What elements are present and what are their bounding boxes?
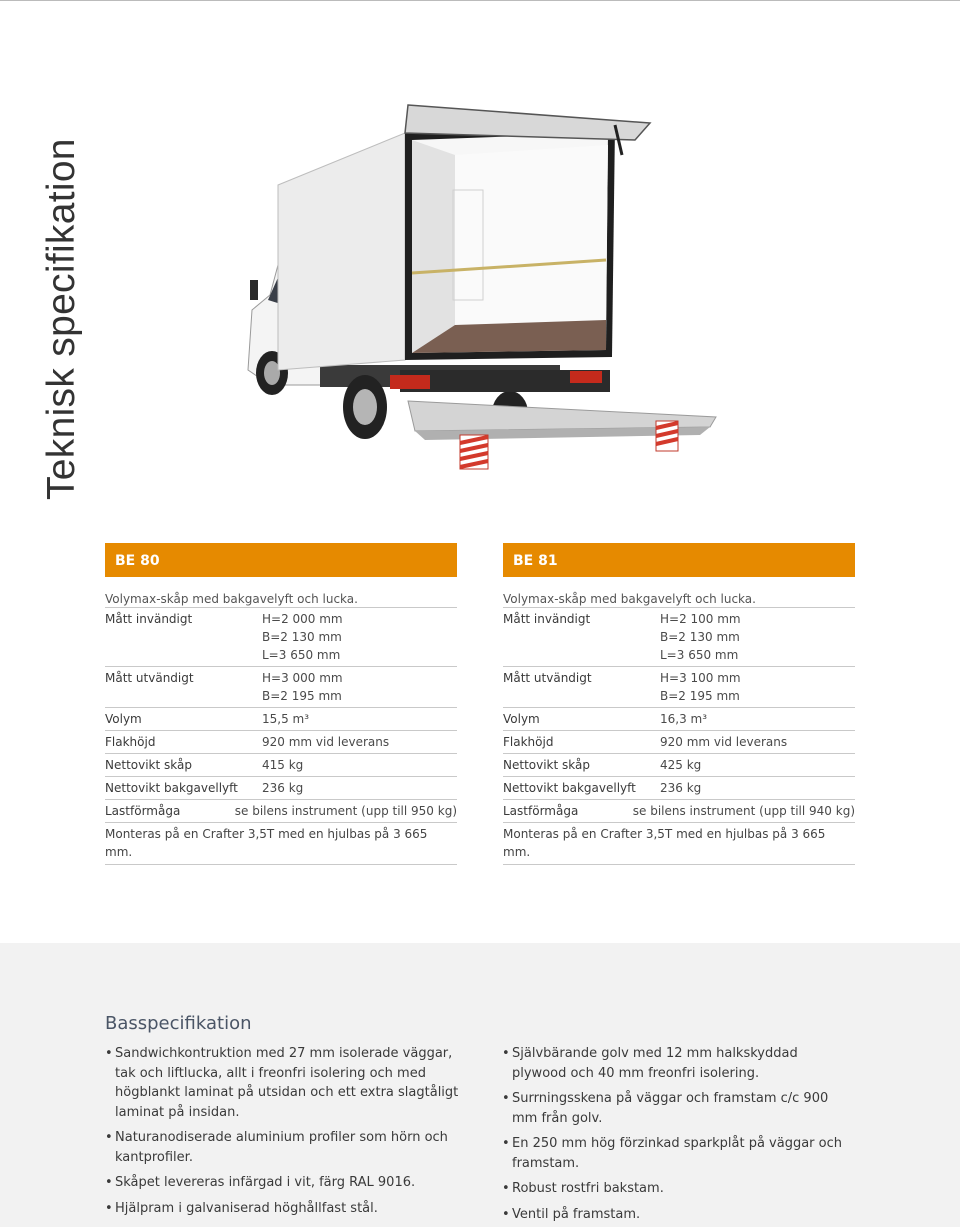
basspec-left-list [105, 1044, 460, 1224]
list-item: • Ventil på framstam. [502, 1205, 847, 1225]
list-item: • Sandwichkontruktion med 27 mm isolerade väggar, tak och liftlucka, allt i freonfri isolering och med högblankt laminat på utsidan och ett extra slagtåligt laminat på insidan. [105, 1044, 460, 1122]
spec-label: Mått invändigt [105, 612, 193, 626]
spec-row [105, 707, 457, 730]
spec-value: H=2 000 mm B=2 130 mm L=3 650 mm [262, 612, 343, 662]
spec-row [105, 666, 457, 707]
spec-be81 [503, 543, 855, 865]
spec-row [105, 730, 457, 753]
spec-value: 920 mm vid leverans [660, 735, 788, 749]
spec-value: 16,3 m³ [660, 712, 708, 726]
spec-label: Nettovikt bakgavellyft [503, 781, 636, 795]
spec-row [503, 799, 855, 822]
spec-label: Volym [503, 712, 540, 726]
page-title: Teknisk specifikation [40, 138, 83, 500]
list-item: • Naturanodiserade aluminium profiler som hörn och kantprofiler. [105, 1128, 460, 1167]
model-header: BE 81 [503, 543, 855, 577]
basspec-right-list [502, 1044, 847, 1230]
spec-label: Nettovikt skåp [503, 758, 590, 772]
spec-value: 236 kg [660, 781, 702, 795]
intro-text: Volymax-skåp med bakgavelyft och lucka. [105, 592, 358, 606]
spec-row [105, 607, 457, 666]
spec-value: H=3 100 mm B=2 195 mm [660, 671, 741, 703]
spec-value: H=3 000 mm B=2 195 mm [262, 671, 343, 703]
intro-text: Volymax-skåp med bakgavelyft och lucka. [503, 592, 756, 606]
spec-label: Lastförmåga [503, 804, 579, 818]
spec-row [503, 607, 855, 666]
spec-value: se bilens instrument (upp till 940 kg) [632, 804, 855, 818]
spec-row [503, 666, 855, 707]
mounting-note: Monteras på en Crafter 3,5T med en hjulbas på 3 665 mm. [503, 822, 855, 865]
spec-be80 [105, 543, 457, 865]
spec-label: Nettovikt skåp [105, 758, 192, 772]
spec-value: 236 kg [262, 781, 304, 795]
spec-row [105, 753, 457, 776]
spec-value: 425 kg [660, 758, 702, 772]
spec-row [503, 753, 855, 776]
truck-image [240, 95, 740, 475]
list-item: • Skåpet levereras infärgad i vit, färg RAL 9016. [105, 1173, 460, 1193]
spec-row [503, 730, 855, 753]
list-item: • Robust rostfri bakstam. [502, 1179, 847, 1199]
spec-label: Mått utvändigt [105, 671, 194, 685]
spec-value: 415 kg [262, 758, 304, 772]
spec-value: se bilens instrument (upp till 950 kg) [234, 804, 457, 818]
spec-row [105, 776, 457, 799]
spec-label: Mått invändigt [503, 612, 591, 626]
model-header: BE 80 [105, 543, 457, 577]
basspec-title: Basspecifikation [105, 1013, 252, 1034]
spec-label: Flakhöjd [503, 735, 554, 749]
list-item: • Hjälpram i galvaniserad höghållfast stål. [105, 1199, 460, 1219]
spec-label: Flakhöjd [105, 735, 156, 749]
spec-label: Mått utvändigt [503, 671, 592, 685]
spec-value: H=2 100 mm B=2 130 mm L=3 650 mm [660, 612, 741, 662]
mounting-note: Monteras på en Crafter 3,5T med en hjulbas på 3 665 mm. [105, 822, 457, 865]
list-item: • Surrningsskena på väggar och framstam c/c 900 mm från golv. [502, 1089, 847, 1128]
list-item: • Självbärande golv med 12 mm halkskyddad plywood och 40 mm freonfri isolering. [502, 1044, 847, 1083]
list-item: • En 250 mm hög förzinkad sparkplåt på väggar och framstam. [502, 1134, 847, 1173]
spec-label: Volym [105, 712, 142, 726]
spec-value: 920 mm vid leverans [262, 735, 390, 749]
spec-value: 15,5 m³ [262, 712, 310, 726]
spec-label: Lastförmåga [105, 804, 181, 818]
spec-row [503, 776, 855, 799]
top-rule [0, 0, 960, 1]
spec-row [503, 707, 855, 730]
spec-row [105, 799, 457, 822]
spec-label: Nettovikt bakgavellyft [105, 781, 238, 795]
